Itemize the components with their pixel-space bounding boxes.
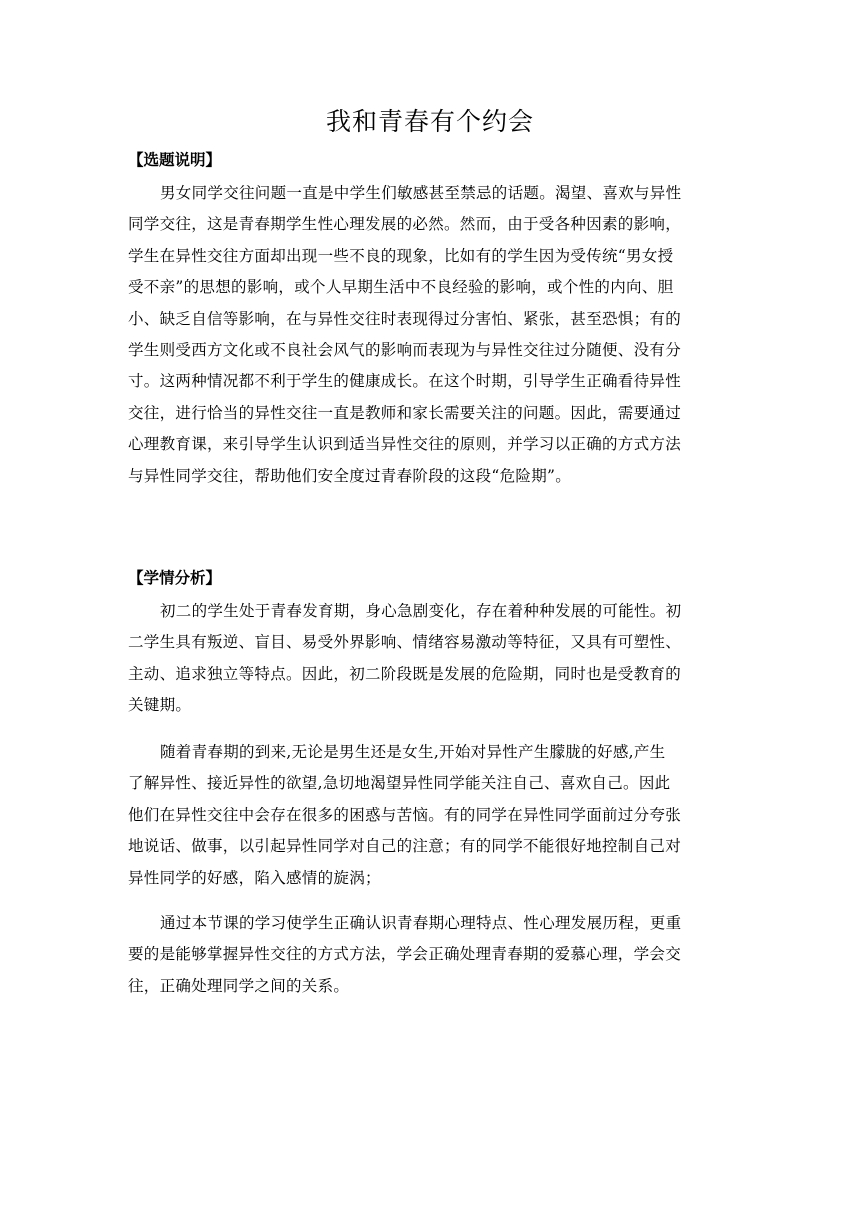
- text-line: 异性同学的好感，陷入感情的旋涡；: [128, 868, 381, 887]
- text-line: 往，正确处理同学之间的关系。: [128, 976, 350, 995]
- text-line: 随着青春期的到来,无论是男生还是女生,开始对异性产生朦胧的好感,产生: [160, 743, 666, 761]
- text-line: 心理教育课，来引导学生认识到适当异性交往的原则，并学习以正确的方式方法: [128, 435, 682, 454]
- document-title: 我和青春有个约会: [325, 107, 534, 136]
- paragraph-topic-description: [128, 178, 732, 492]
- text-line: 他们在异性交往中会存在很多的困惑与苦恼。有的同学在异性同学面前过分夸张: [128, 805, 682, 824]
- text-line: 交往，进行恰当的异性交往一直是教师和家长需要关注的问题。因此，需要通过: [128, 403, 682, 422]
- text-line: 同学交往，这是青春期学生性心理发展的必然。然而，由于受各种因素的影响，: [128, 215, 682, 234]
- text-line: 二学生具有叛逆、盲目、易受外界影响、情绪容易激动等特征，又具有可塑性、: [128, 633, 682, 652]
- text-line: 男女同学交往问题一直是中学生们敏感甚至禁忌的话题。渴望、喜欢与异性: [160, 184, 682, 202]
- text-line: 地说话、做事，以引起异性同学对自己的注意；有的同学不能很好地控制自己对: [128, 837, 682, 856]
- paragraph-student-analysis-1: [128, 596, 732, 722]
- paragraph-student-analysis-3: [128, 908, 732, 1002]
- section-heading-student-analysis: 【学情分析】: [128, 569, 222, 587]
- text-line: 与异性同学交往，帮助他们安全度过青春阶段的这段“危险期”。: [128, 466, 572, 485]
- text-line: 要的是能够掌握异性交往的方式方法，学会正确处理青春期的爱慕心理，学会交: [128, 945, 682, 964]
- text-line: 受不亲”的思想的影响，或个人早期生活中不良经验的影响，或个性的内向、胆: [128, 278, 674, 297]
- text-line: 小、缺乏自信等影响，在与异性交往时表现得过分害怕、紧张，甚至恐惧；有的: [128, 309, 682, 328]
- text-line: 主动、追求独立等特点。因此，初二阶段既是发展的危险期，同时也是受教育的: [128, 664, 682, 683]
- text-line: 学生则受西方文化或不良社会风气的影响而表现为与异性交往过分随便、没有分: [128, 341, 682, 360]
- text-line: 了解异性、接近异性的欲望,急切地渴望异性同学能关注自己、喜欢自己。因此: [128, 774, 671, 793]
- text-line: 初二的学生处于青春发育期，身心急剧变化，存在着种种发展的可能性。初: [160, 602, 682, 620]
- paragraph-student-analysis-2: [128, 737, 732, 894]
- text-line: 关键期。: [128, 696, 192, 715]
- text-line: 寸。这两种情况都不利于学生的健康成长。在这个时期，引导学生正确看待异性: [128, 372, 682, 391]
- text-line: 通过本节课的学习使学生正确认识青春期心理特点、性心理发展历程，更重: [160, 914, 682, 932]
- text-line: 学生在异性交往方面却出现一些不良的现象，比如有的学生因为受传统“男女授: [128, 246, 674, 265]
- section-heading-topic: 【选题说明】: [128, 151, 222, 169]
